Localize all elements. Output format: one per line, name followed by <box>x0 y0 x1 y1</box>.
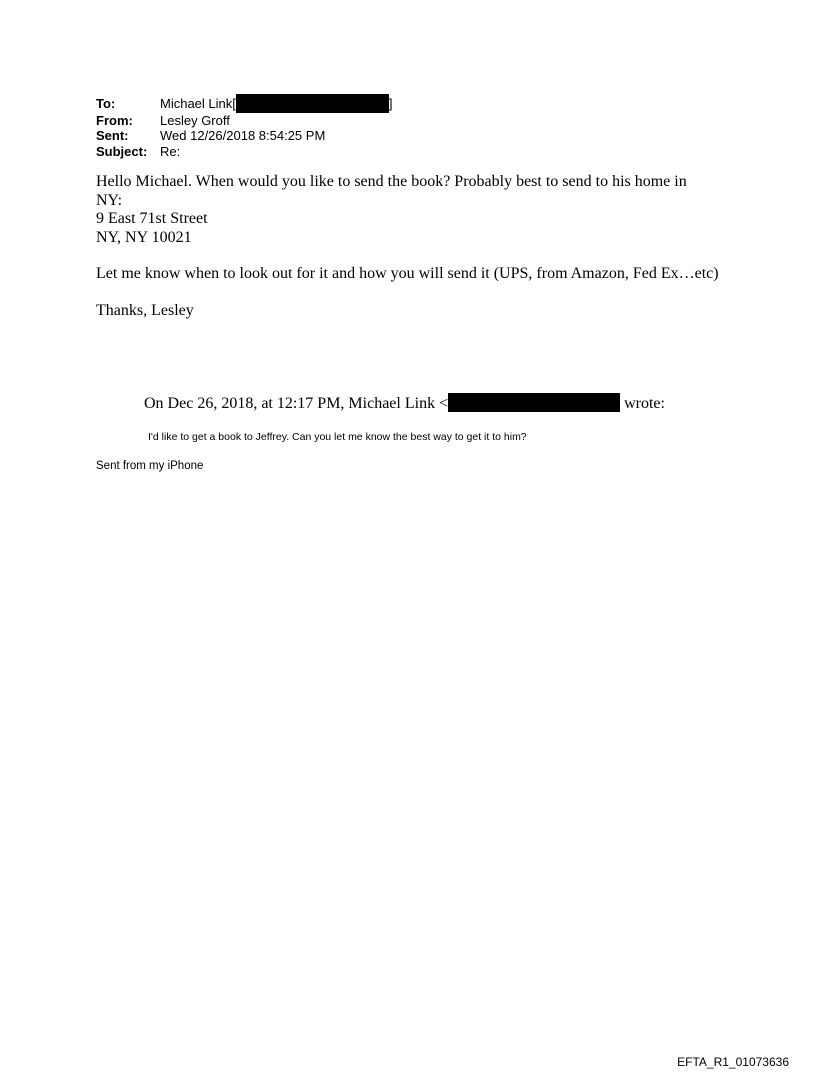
from-row <box>96 113 393 129</box>
quoted-intro-prefix: On Dec 26, 2018, at 12:17 PM, Michael Link < <box>144 395 449 412</box>
body-line: Hello Michael. When would you like to send the book? Probably best to send to his home in <box>96 173 687 190</box>
redaction-box <box>448 393 620 412</box>
to-label: To: <box>96 96 116 111</box>
sent-label: Sent: <box>96 128 129 144</box>
sent-value: Wed 12/26/2018 8:54:25 PM <box>160 128 326 144</box>
subject-value: Re: <box>160 143 181 159</box>
spacer <box>96 284 736 302</box>
from-value: Lesley Groff <box>160 112 230 128</box>
body-line: Thanks, Lesley <box>96 301 194 319</box>
to-row <box>96 96 393 113</box>
body-line: Let me know when to look out for it and how you will send it (UPS, from Amazon, Fed Ex…etc) <box>96 265 719 282</box>
signature-line: Sent from my iPhone <box>96 460 204 472</box>
document-id: EFTA_R1_01073636 <box>677 1055 789 1069</box>
body-line: 9 East 71st Street <box>96 210 208 227</box>
subject-row <box>96 144 393 160</box>
quoted-intro <box>144 395 665 413</box>
body-line: NY: <box>96 191 123 209</box>
quoted-message: I'd like to get a book to Jeffrey. Can you let me know the best way to get it to him? <box>148 431 527 443</box>
to-name: Michael Link[ <box>160 96 236 111</box>
sent-row <box>96 128 393 144</box>
email-header <box>96 96 393 159</box>
email-body <box>96 173 736 320</box>
from-label: From: <box>96 112 133 128</box>
body-line: NY, NY 10021 <box>96 228 192 246</box>
to-value <box>160 96 393 113</box>
quoted-intro-suffix: wrote: <box>620 395 665 412</box>
subject-label: Subject: <box>96 143 148 159</box>
redaction-box <box>236 94 389 113</box>
spacer <box>96 247 736 265</box>
to-close-bracket: ] <box>388 96 393 111</box>
